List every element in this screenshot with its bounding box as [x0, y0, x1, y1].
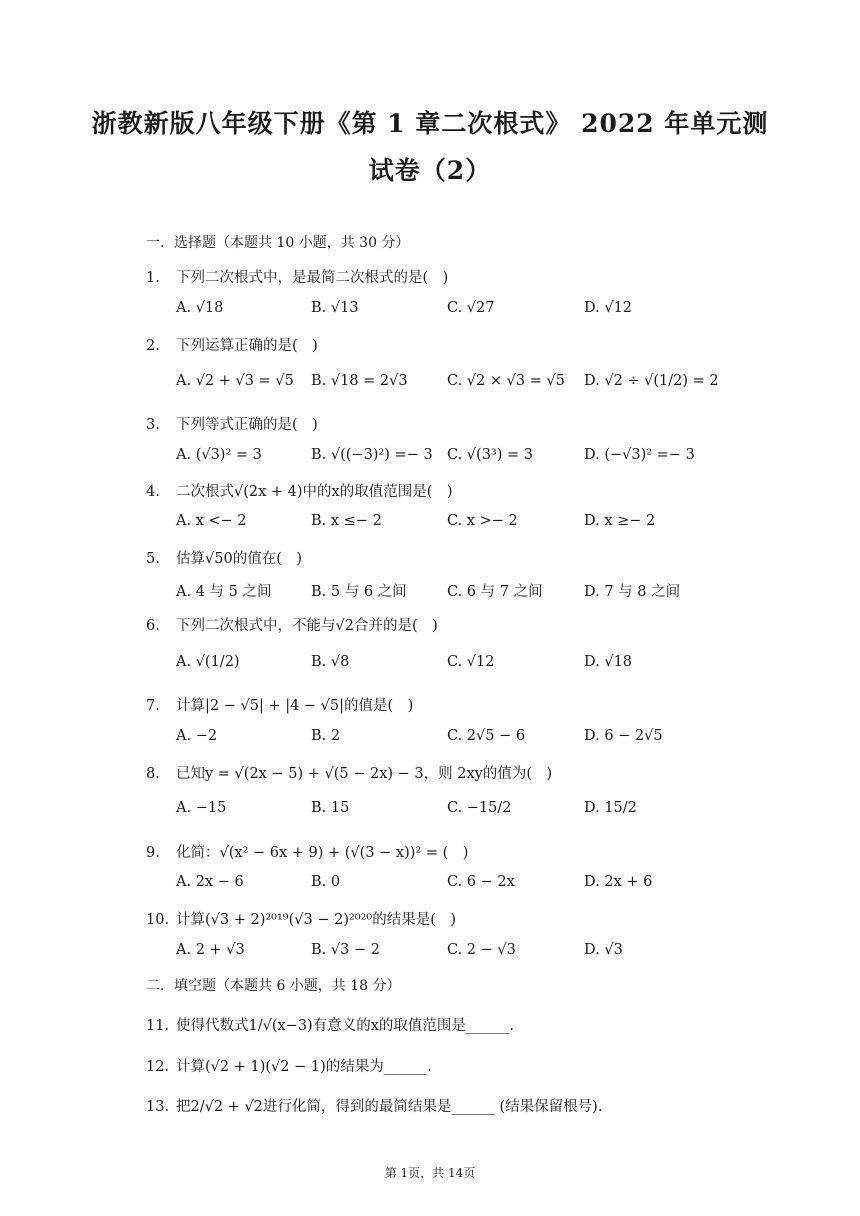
section-heading-fill: 二．填空题（本题共 6 小题，共 18 分） [146, 978, 401, 994]
question-stem: 已知y = √(2x − 5) + √(5 − 2x) − 3，则 2xy的值为( ) [176, 766, 553, 782]
question-number: 13. [146, 1099, 170, 1115]
option-b: B. 0 [311, 874, 341, 890]
question-6 [146, 614, 438, 635]
question-stem: 下列二次根式中，不能与√2合并的是( ) [176, 618, 438, 634]
option-a: A. √18 [176, 300, 224, 316]
question-number: 9. [146, 845, 160, 861]
option-c: C. √12 [447, 654, 495, 670]
question-1 [146, 266, 448, 287]
option-c: C. √27 [447, 300, 495, 316]
question-8 [146, 762, 552, 783]
question-number: 8. [146, 766, 160, 782]
option-d: D. 2x + 6 [584, 874, 653, 890]
question-stem: 估算√50的值在( ) [176, 551, 303, 567]
question-7 [146, 694, 413, 715]
option-d: D. √2 ÷ √(1/2) = 2 [584, 373, 719, 389]
question-stem: 计算|2 − √5| + |4 − √5|的值是( ) [176, 698, 414, 714]
question-4 [146, 480, 453, 501]
title-line-2: 试卷（2） [368, 156, 492, 185]
question-stem: 下列等式正确的是( ) [176, 417, 318, 433]
question-number: 11. [146, 1018, 170, 1034]
option-d: D. √18 [584, 654, 633, 670]
option-b: B. √3 − 2 [311, 942, 380, 958]
question-number: 7. [146, 698, 160, 714]
option-a: A. 4 与 5 之间 [176, 584, 272, 600]
option-b: B. 5 与 6 之间 [311, 584, 407, 600]
option-c: C. √2 × √3 = √5 [447, 373, 565, 389]
question-stem: 计算(√3 + 2)²⁰¹⁹(√3 − 2)²⁰²⁰的结果是( ) [176, 912, 457, 928]
option-a: A. √(1/2) [176, 654, 240, 670]
question-number: 3. [146, 417, 160, 433]
option-c: C. −15/2 [447, 800, 512, 816]
option-a: A. √2 + √3 = √5 [176, 373, 294, 389]
option-a: A. −2 [176, 728, 218, 744]
question-stem: 化简：√(x² − 6x + 9) + (√(3 − x))² = ( ) [176, 845, 469, 861]
option-c: C. √(3³) = 3 [447, 447, 533, 463]
option-a: A. (√3)² = 3 [176, 447, 262, 463]
question-2 [146, 334, 318, 355]
option-b: B. 15 [311, 800, 350, 816]
question-stem: 下列二次根式中，是最简二次根式的是( ) [176, 270, 449, 286]
option-c: C. 2 − √3 [447, 942, 516, 958]
option-b: B. √13 [311, 300, 359, 316]
option-d: D. 7 与 8 之间 [584, 584, 681, 600]
option-a: A. −15 [176, 800, 227, 816]
question-3 [146, 413, 318, 434]
option-b: B. √8 [311, 654, 350, 670]
question-number: 12. [146, 1059, 170, 1075]
question-number: 2. [146, 338, 160, 354]
option-a: A. 2x − 6 [176, 874, 244, 890]
question-9 [146, 841, 468, 862]
question-stem: 二次根式√(2x + 4)中的x的取值范围是( ) [176, 484, 453, 500]
question-number: 10. [146, 912, 170, 928]
question-5 [146, 547, 302, 568]
question-13 [146, 1095, 602, 1116]
option-c: C. x >− 2 [447, 513, 518, 529]
option-c: C. 6 − 2x [447, 874, 515, 890]
title-line-1: 浙教新版八年级下册《第 1 章二次根式》 2022 年单元测 [91, 109, 769, 138]
option-a: A. x <− 2 [176, 513, 247, 529]
question-number: 5. [146, 551, 160, 567]
question-number: 6. [146, 618, 160, 634]
option-d: D. (−√3)² =− 3 [584, 447, 695, 463]
option-d: D. x ≥− 2 [584, 513, 656, 529]
question-stem: 计算(√2 + 1)(√2 − 1)的结果为______. [176, 1059, 432, 1075]
question-stem: 使得代数式1/√(x−3)有意义的x的取值范围是______. [176, 1018, 515, 1034]
option-b: B. x ≤− 2 [311, 513, 382, 529]
question-stem: 把2/√2 + √2进行化简，得到的最简结果是______ (结果保留根号). [176, 1099, 603, 1115]
option-d: D. 15/2 [584, 800, 637, 816]
option-d: D. √12 [584, 300, 633, 316]
option-c: C. 6 与 7 之间 [447, 584, 543, 600]
option-b: B. √18 = 2√3 [311, 373, 408, 389]
question-12 [146, 1055, 432, 1076]
page-footer: 第 1页，共 14页 [384, 1166, 476, 1180]
option-b: B. √((−3)²) =− 3 [311, 447, 433, 463]
option-a: A. 2 + √3 [176, 942, 245, 958]
question-stem: 下列运算正确的是( ) [176, 338, 318, 354]
question-number: 1. [146, 270, 160, 286]
section-heading-choice: 一．选择题（本题共 10 小题，共 30 分） [146, 235, 410, 251]
option-b: B. 2 [311, 728, 341, 744]
question-11 [146, 1014, 514, 1035]
question-number: 4. [146, 484, 160, 500]
option-d: D. √3 [584, 942, 623, 958]
question-10 [146, 908, 456, 929]
option-d: D. 6 − 2√5 [584, 728, 663, 744]
option-c: C. 2√5 − 6 [447, 728, 526, 744]
